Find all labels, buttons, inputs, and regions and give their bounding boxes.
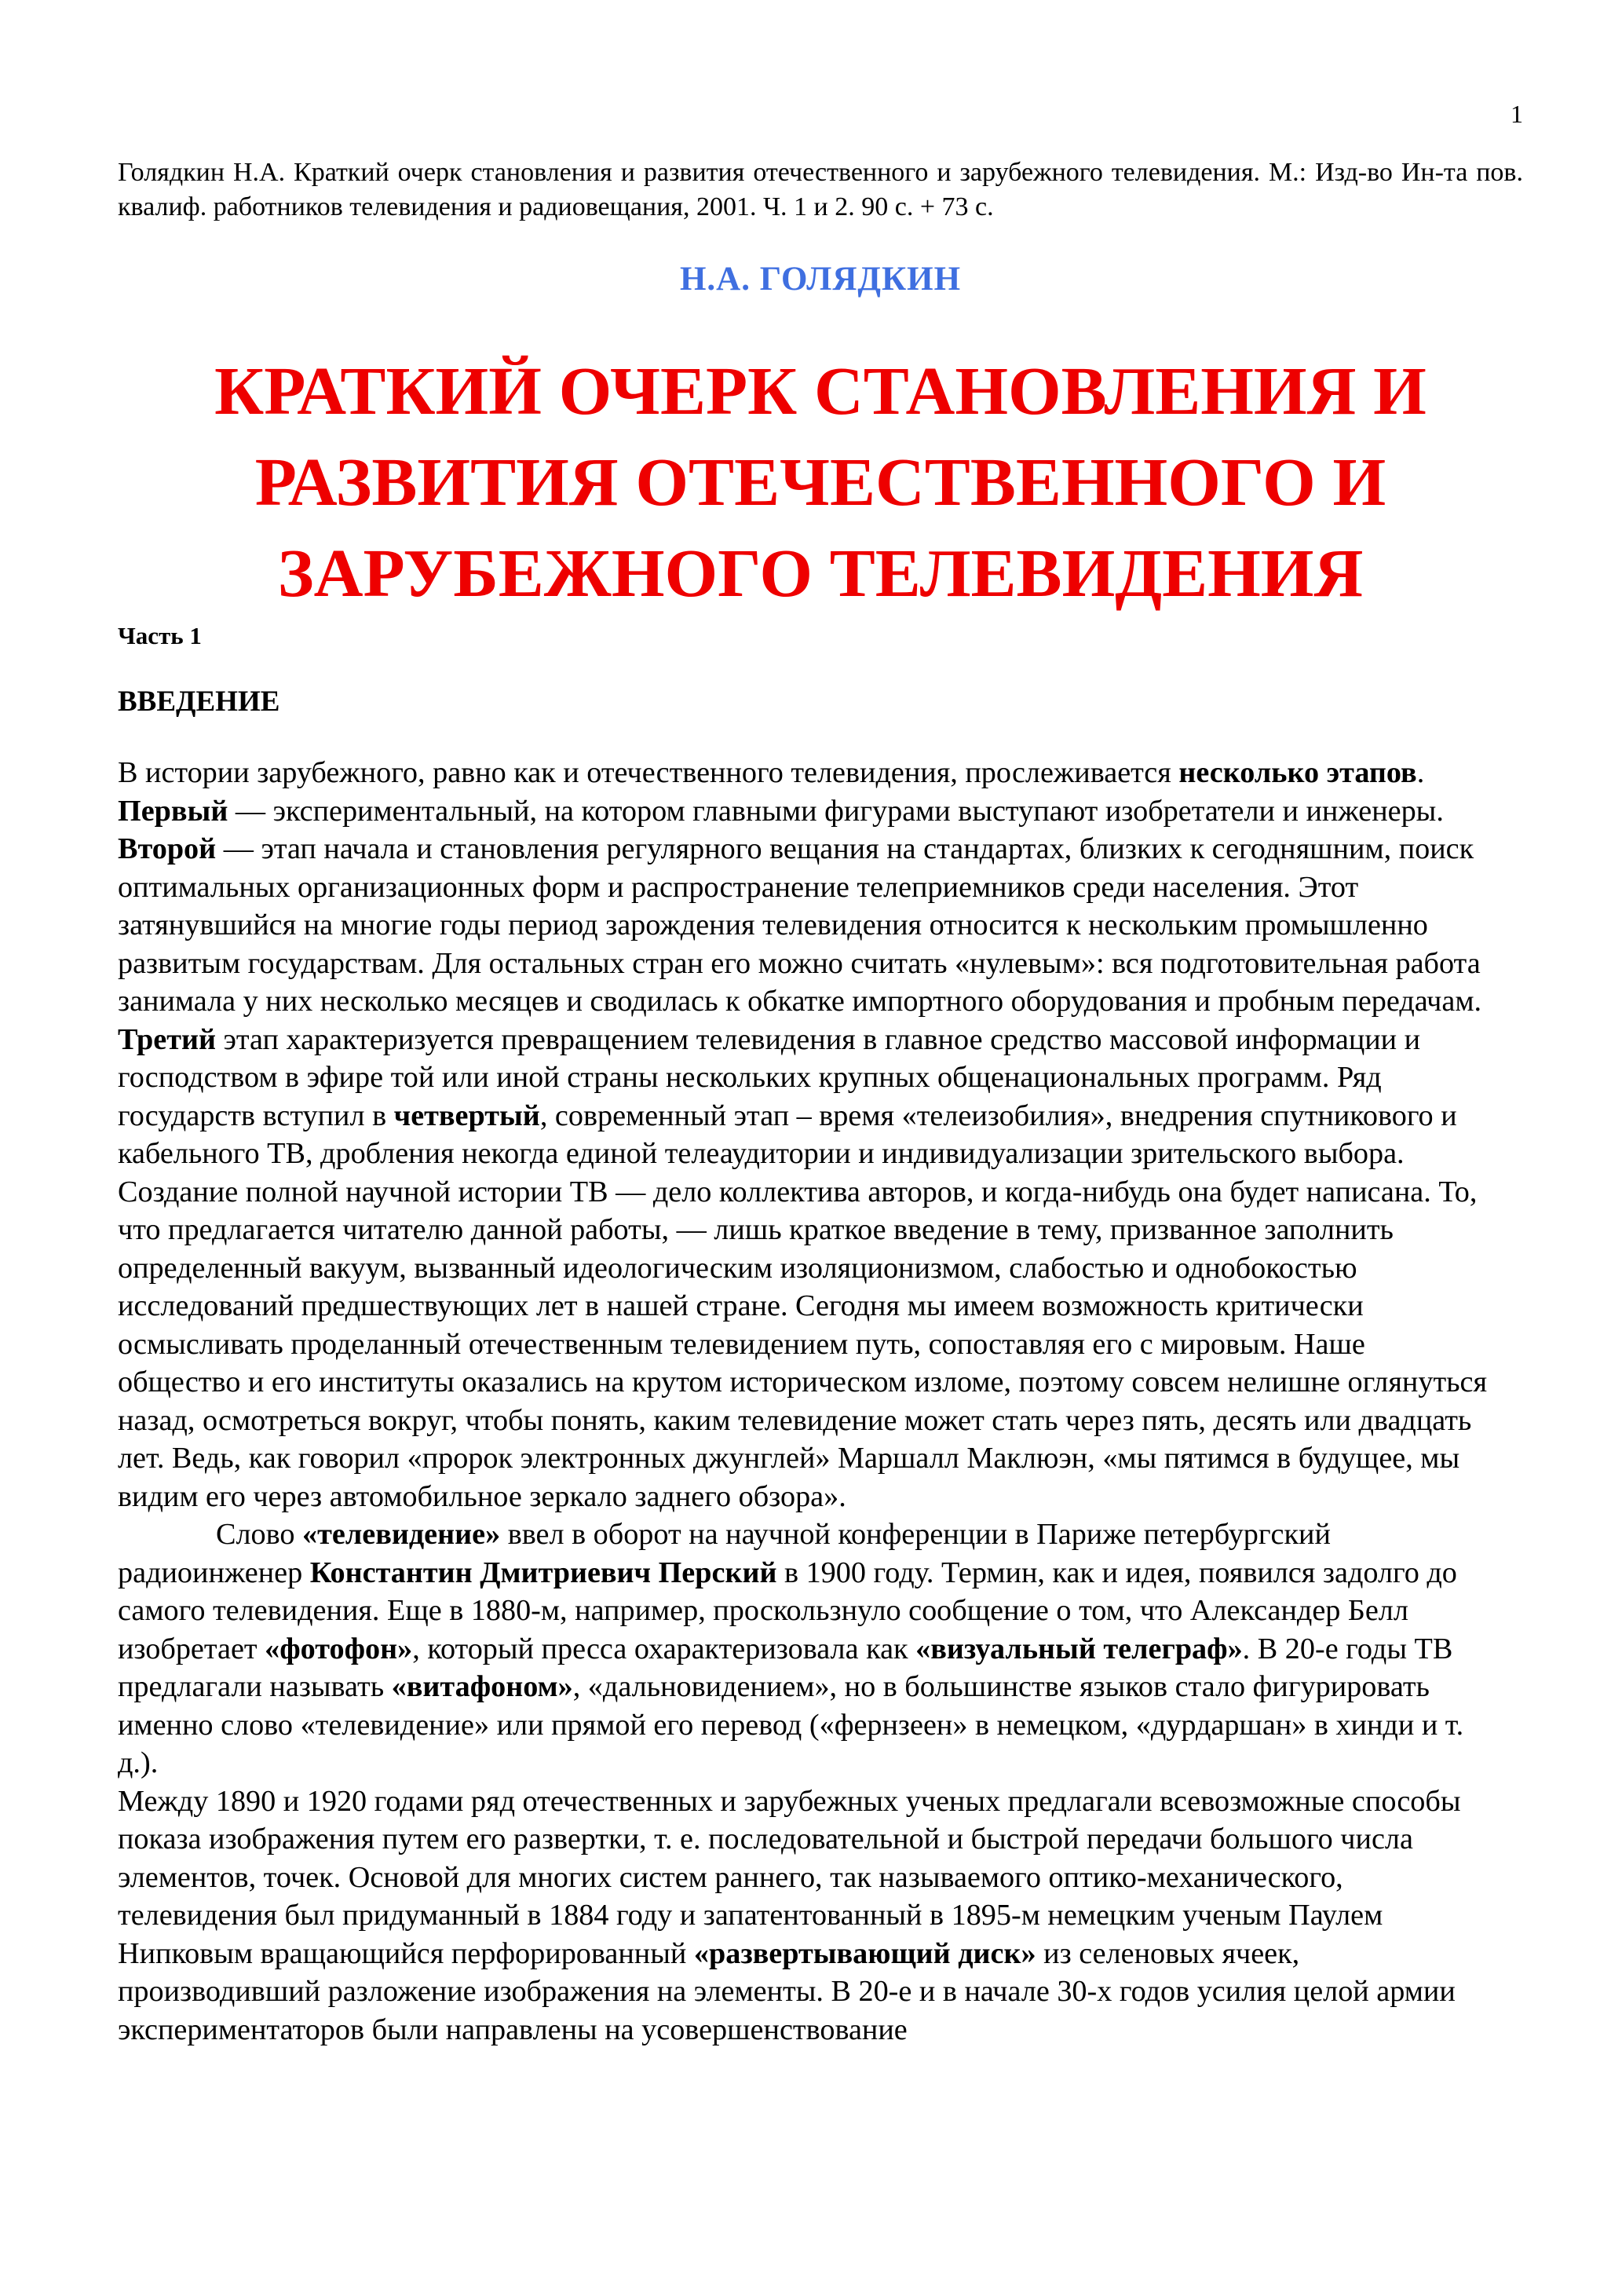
bold-term: «витафоном» [391,1670,573,1703]
paragraph [118,754,1490,1173]
part-label: Часть 1 [118,622,202,649]
bold-term: Второй [118,832,217,865]
text-run: — экспериментальный, на котором главными фигурами выступают изобретатели и инженеры. [228,794,1444,828]
bold-term: «телевидение» [302,1518,501,1551]
title-line: РАЗВИТИЯ ОТЕЧЕСТВЕННОГО И [254,444,1386,520]
text-run: , который пресса охарактеризовала как [412,1632,916,1665]
text-run: . В 20-е годы ТВ предлагали называть [118,1632,1453,1703]
text-run: , «дальновидением», но в большинстве языков стало фигурировать именно слово «телевидение» или прямой его перевод («фернзеен» в немецком, «дурдаршан» в хинди и т. д.). [118,1670,1464,1779]
text-run: В истории зарубежного, равно как и отечественного телевидения, прослеживается [118,756,1179,789]
bold-term: несколько этапов [1178,756,1417,789]
bibliographic-citation: Голядкин Н.А. Краткий очерк становления и развития отечественного и зарубежного телевидения. М.: Изд-во Ин-та пов. квалиф. работников телевидения и радиовещания, 2001. Ч. 1 и 2. 90 с. + 73 с. [118,158,1523,221]
body-text [118,754,1490,2049]
text-run: из селеновых ячеек, производивший разложение изображения на элементы. В 20-е и в начале 30-х годов усилия целой армии экспериментаторов были направлены на усовершенствование [118,1936,1456,2046]
paragraph: Создание полной научной истории ТВ — дело коллектива авторов, и когда-нибудь она будет написана. То, что предлагается читателю данной работы, — лишь краткое введение в тему, призванное заполнить определенный вакуум, вызванный идеологическим изоляционизмом, слабостью и однобокостью исследований предшествующих лет в нашей стране. Сегодня мы имеем возможность критически осмысливать проделанный отечественным телевидением путь, сопоставляя его с мировым. Наше общество и его институты оказались на крутом историческом изломе, поэтому совсем нелишне оглянуться назад, осмотреться вокруг, чтобы понять, каким телевидение может стать через пять, десять или двадцать лет. Ведь, как говорил «пророк электронных джунглей» Маршалл Маклюэн, «мы пятимся в будущее, мы видим его через автомобильное зеркало заднего обзора». [118,1175,1488,1513]
paragraph [118,1782,1490,2049]
text-run: ввел в оборот на научной конференции в Париже петербургский радиоинженер [118,1518,1331,1589]
bold-term: Третий [118,1022,216,1056]
section-heading: ВВЕДЕНИЕ [118,686,280,718]
title-line: ЗАРУБЕЖНОГО ТЕЛЕВИДЕНИЯ [277,535,1364,611]
text-run: . [1416,756,1425,789]
document-title [118,345,1523,619]
text-run: в 1900 году. Термин, как и идея, появился задолго до самого телевидения. Еще в 1880-м, например, проскользнуло сообщение о том, что Александер Белл изобретает [118,1556,1457,1665]
text-run: Между 1890 и 1920 годами ряд отечественных и зарубежных ученых предлагали всевозможные способы показа изображения путем его развертки, т. е. последовательной и быстрой передачи большого числа элементов, точек. Основой для многих систем раннего, так называемого оптико-механического, телевидения был придуманный в 1884 году и запатентованный в 1895-м немецким ученым Паулем Нипковым вращающийся перфорированный [118,1784,1461,1970]
author-name: Н.А. ГОЛЯДКИН [679,261,962,298]
bold-term: четвертый [393,1099,540,1132]
text-run: Слово [216,1518,303,1551]
bold-term: «развертывающий диск» [693,1936,1036,1970]
text-run: — этап начала и становления регулярного вещания на стандартах, близких к сегодняшним, поиск оптимальных организационных форм и распространение телеприемников среди населения. Этот затянувшийся на многие годы период зарождения телевидения относится к нескольким промышленно развитым государствам. Для остальных стран его можно считать «нулевым»: вся подготовительная работа занимала у них несколько месяцев и сводилась к обкатке импортного оборудования и пробным передачам. [118,832,1482,1018]
text-run: , современный этап – время «телеизобилия», внедрения спутникового и кабельного ТВ, дробления некогда единой телеаудитории и индивидуализации зрительского выбора. [118,1099,1457,1170]
page-number: 1 [1511,100,1523,128]
text-run: этап характеризуется превращением телевидения в главное средство массовой информации и господством в эфире той или иной страны нескольких крупных общенациональных программ. Ряд государств вступил в [118,1022,1421,1132]
bold-term: Константин Дмитриевич Перский [309,1556,777,1589]
bold-term: «визуальный телеграф» [915,1632,1243,1665]
bold-term: «фотофон» [265,1632,413,1665]
title-line: КРАТКИЙ ОЧЕРК СТАНОВЛЕНИЯ И [214,353,1427,429]
bold-term: Первый [118,794,228,828]
paragraph [118,1515,1490,1782]
